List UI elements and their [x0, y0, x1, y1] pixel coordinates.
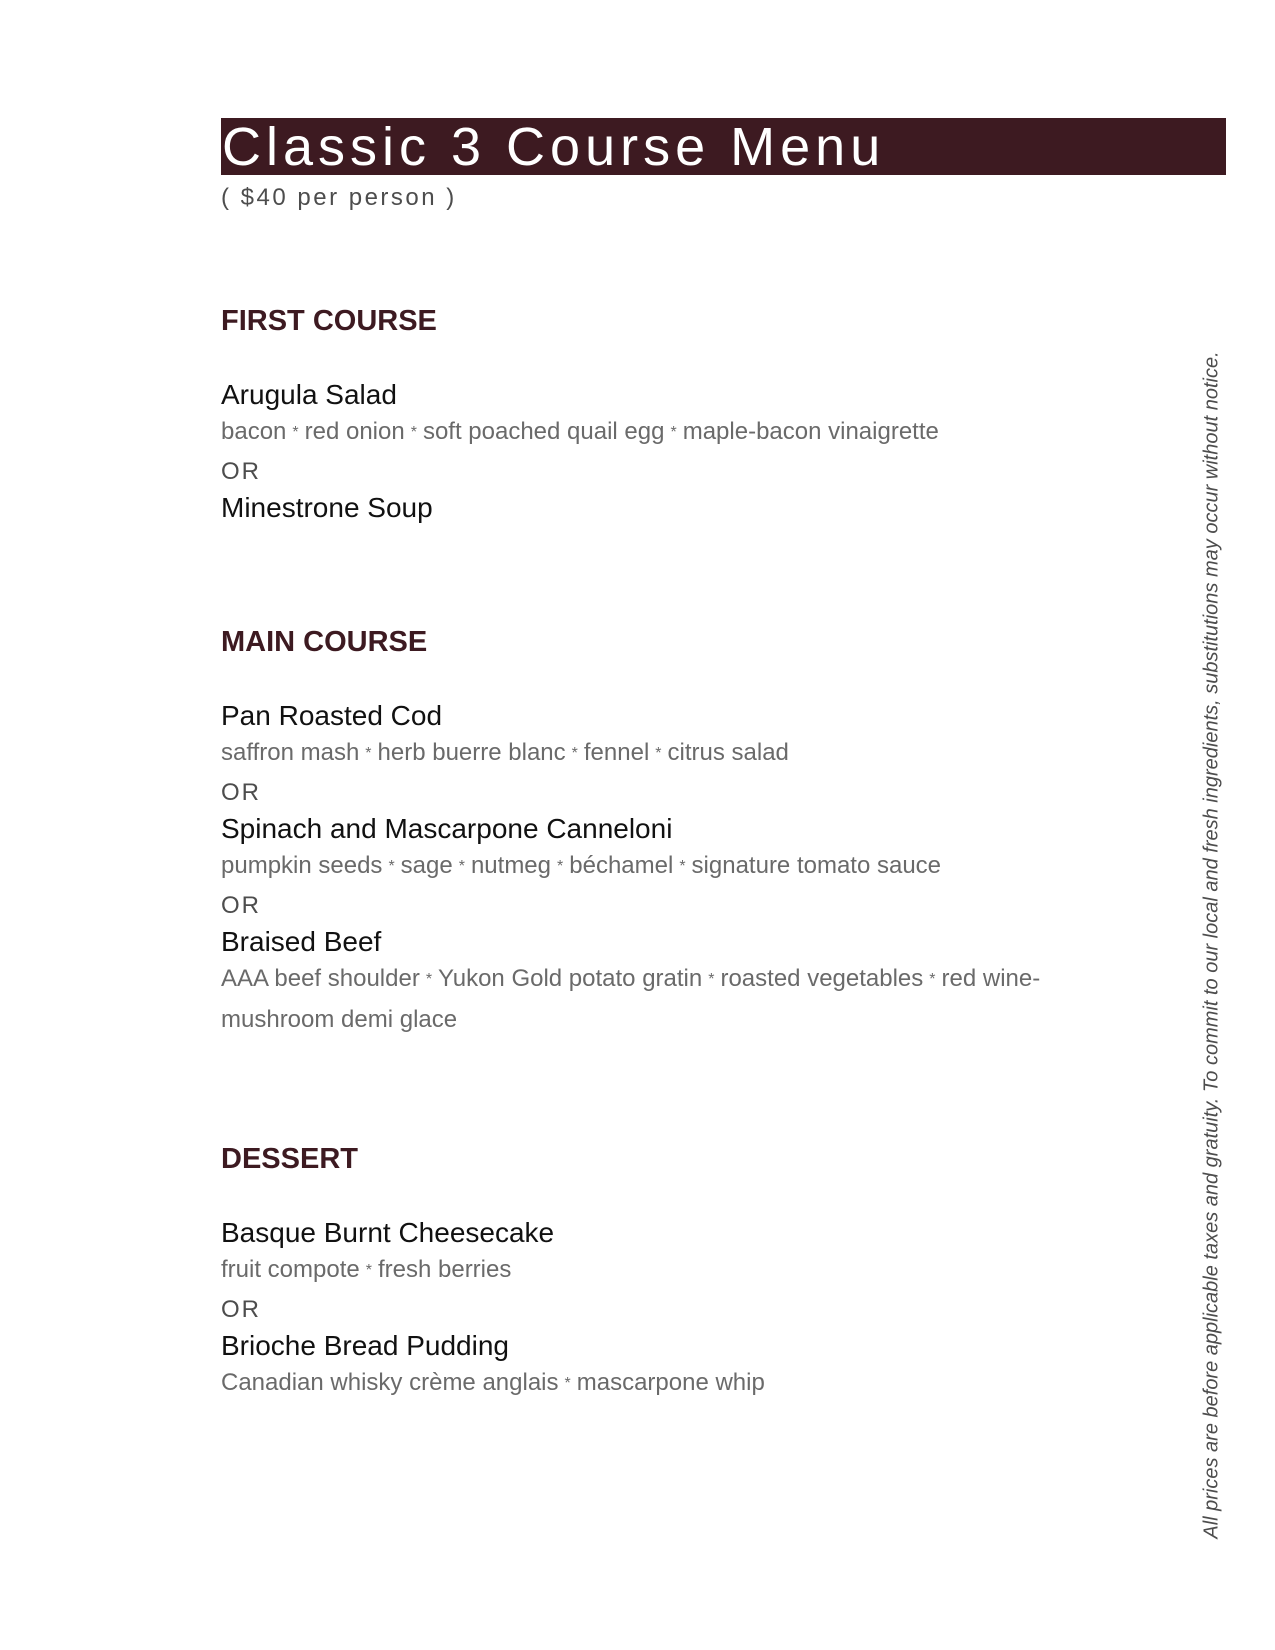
ingredient: béchamel [569, 852, 674, 879]
dish-list [221, 1215, 1121, 1405]
dish-item [221, 811, 1121, 888]
section-heading: FIRST COURSE [221, 305, 437, 337]
dish-item [221, 377, 1121, 454]
price-per-person: ( $40 per person ) [221, 184, 457, 211]
ingredient: herb buerre blanc [377, 739, 566, 766]
dish-name: Basque Burnt Cheesecake [221, 1217, 555, 1248]
or-divider: OR [221, 779, 261, 806]
separator-icon: * [655, 745, 662, 762]
disclaimer-column [1197, 330, 1227, 1560]
dish-item [221, 1328, 1121, 1405]
ingredient: red onion [304, 418, 405, 445]
dish-item [221, 698, 1121, 775]
separator-icon: * [670, 424, 677, 441]
or-divider: OR [221, 892, 261, 919]
separator-icon: * [425, 971, 433, 988]
ingredient: fennel [583, 739, 650, 766]
ingredient: citrus salad [667, 739, 789, 766]
section-dessert [221, 1141, 1121, 1405]
dish-name: Braised Beef [221, 926, 382, 957]
ingredient: soft poached quail egg [422, 418, 665, 445]
section-first-course [221, 303, 1121, 526]
dish-name: Minestrone Soup [221, 492, 433, 523]
menu-title: Classic 3 Course Menu [222, 118, 886, 175]
dish-description [221, 1251, 1101, 1292]
ingredient: mascarpone whip [576, 1369, 765, 1396]
ingredient: Yukon Gold potato gratin [438, 965, 703, 992]
dish-description [221, 960, 1101, 1039]
ingredient: AAA beef shoulder [221, 965, 420, 992]
dish-name: Spinach and Mascarpone Canneloni [221, 813, 673, 844]
separator-icon: * [388, 858, 395, 875]
separator-icon: * [679, 858, 686, 875]
ingredient: signature tomato sauce [691, 852, 942, 879]
dish-description [221, 734, 1101, 775]
or-divider: OR [221, 1296, 261, 1323]
section-heading: DESSERT [221, 1143, 358, 1175]
dish-list [221, 377, 1121, 526]
dish-item [221, 924, 1121, 1039]
ingredient: sage [400, 852, 453, 879]
section-main-course [221, 624, 1121, 1039]
dish-list [221, 698, 1121, 1039]
dish-item [221, 490, 1121, 526]
ingredient: bacon [221, 418, 287, 445]
separator-icon: * [292, 424, 299, 441]
ingredient: fruit compote [221, 1256, 360, 1283]
dish-name: Arugula Salad [221, 379, 397, 410]
ingredient: pumpkin seeds [221, 852, 383, 879]
ingredient: Canadian whisky crème anglais [221, 1369, 559, 1396]
title-banner [221, 118, 1226, 175]
ingredient: saffron mash [221, 739, 360, 766]
ingredient: roasted vegetables [720, 965, 924, 992]
ingredient: maple-bacon vinaigrette [682, 418, 939, 445]
separator-icon: * [365, 1262, 372, 1279]
dish-description [221, 847, 1101, 888]
separator-icon: * [571, 745, 578, 762]
section-heading: MAIN COURSE [221, 626, 428, 658]
dish-name: Pan Roasted Cod [221, 700, 443, 731]
dish-description [221, 1364, 1101, 1405]
separator-icon: * [458, 858, 465, 875]
or-divider: OR [221, 458, 261, 485]
separator-icon: * [929, 971, 936, 988]
dish-item [221, 1215, 1121, 1292]
separator-icon: * [708, 971, 715, 988]
ingredient: nutmeg [470, 852, 552, 879]
disclaimer-text: All prices are before applicable taxes and gratuity. To commit to our local and fresh ingredients, substitutions may occur without notice. [1200, 351, 1223, 1539]
dish-description [221, 413, 1101, 454]
separator-icon: * [564, 1375, 571, 1392]
ingredient: red wine-mushroom demi glace [221, 965, 1041, 1033]
separator-icon: * [410, 424, 417, 441]
separator-icon: * [365, 745, 372, 762]
ingredient: fresh berries [377, 1256, 512, 1283]
separator-icon: * [557, 858, 564, 875]
dish-name: Brioche Bread Pudding [221, 1330, 509, 1361]
